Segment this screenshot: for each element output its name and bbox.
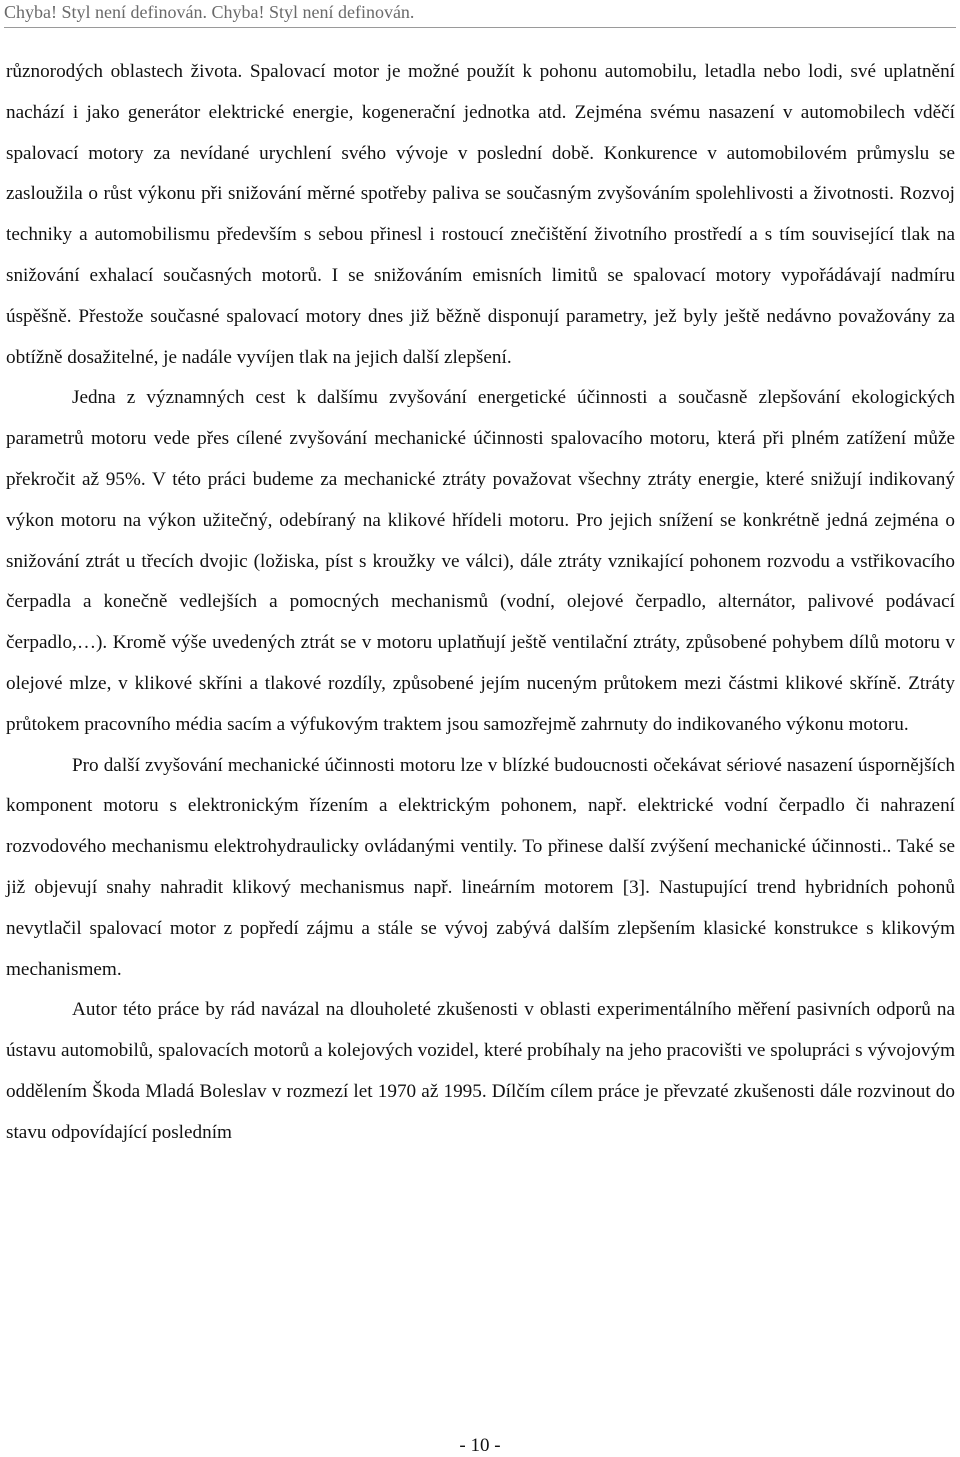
body-text xyxy=(6,52,955,1154)
paragraph-continuation: různorodých oblastech života. Spalovací motor je možné použít k pohonu automobilu, letadla nebo lodi, své uplatnění nachází i jako generátor elektrické energie, kogenerační jednotka atd. Zejména svému nasazení v automobilech vděčí spalovací motory za nevídané urychlení svého vývoje v poslední době. Konkurence v automobilovém průmyslu se zasloužila o růst výkonu při snižování měrné spotřeby paliva se současným zvyšováním spolehlivosti a životnosti. Rozvoj techniky a automobilismu především s sebou přinesl i rostoucí znečištění životního prostředí a s tím související tlak na snižování exhalací současných motorů. I se snižováním emisních limitů se spalovací motory vypořádávají nadmíru úspěšně. Přestože současné spalovací motory dnes již běžně disponují parametry, jež byly ještě nedávno považovány za obtížně dosažitelné, je nadále vyvíjen tlak na jejich další zlepšení. xyxy=(6,61,955,368)
paragraph-author-goals: Autor této práce by rád navázal na dlouholeté zkušenosti v oblasti experimentálního měření pasivních odporů na ústavu automobilů, spalovacích motorů a kolejových vozidel, které probíhaly na jeho pracovišti ve spolupráci s vývojovým oddělením Škoda Mladá Boleslav v rozmezí let 1970 až 1995. Dílčím cílem práce je převzaté zkušenosti dále rozvinout do stavu odpovídající posledním xyxy=(6,999,955,1143)
paragraph-mechanical-efficiency: Jedna z významných cest k dalšímu zvyšování energetické účinnosti a současně zlepšování ekologických parametrů motoru vede přes cílené zvyšování mechanické účinnosti spalovacího motoru, která při plném zatížení může překročit až 95%. V této práci budeme za mechanické ztráty považovat všechny ztráty energie, které snižují indikovaný výkon motoru na výkon užitečný, odebíraný na klikové hřídeli motoru. Pro jejich snížení se konkrétně jedná zejména o snižování ztrát u třecích dvojic (ložiska, píst s kroužky ve válci), dále ztráty vznikající pohonem rozvodu a vstřikovacího čerpadla a konečně vedlejších a pomocných mechanismů (vodní, olejové čerpadlo, alternátor, palivové podávací čerpadlo,…). Kromě výše uvedených ztrát se v motoru uplatňují ještě ventilační ztráty, způsobené pohybem dílů motoru v olejové mlze, v klikové skříni a tlakové rozdíly, způsobené jejím nuceným průtokem mezi částmi klikové skříně. Ztráty průtokem pracovního média sacím a výfukovým traktem jsou samozřejmě zahrnuty do indikovaného výkonu motoru. xyxy=(6,387,955,735)
paragraph-future-trends: Pro další zvyšování mechanické účinnosti motoru lze v blízké budoucnosti očekávat sériové nasazení úspornějších komponent motoru s elektronickým řízením a elektrickým pohonem, např. elektrické vodní čerpadlo či nahrazení rozvodového mechanismu elektrohydraulicky ovládanými ventily. To přinese další zvýšení mechanické účinnosti.. Také se již objevují snahy nahradit klikový mechanismus např. lineárním motorem [3]. Nastupující trend hybridních pohonů nevytlačil spalovací motor z popředí zájmu a stále se vývoj zabývá dalším zlepšením klasické konstrukce s klikovým mechanismem. xyxy=(6,754,955,980)
running-header: Chyba! Styl není definován. Chyba! Styl není definován. xyxy=(4,0,956,28)
page-number: - 10 - xyxy=(459,1435,501,1456)
